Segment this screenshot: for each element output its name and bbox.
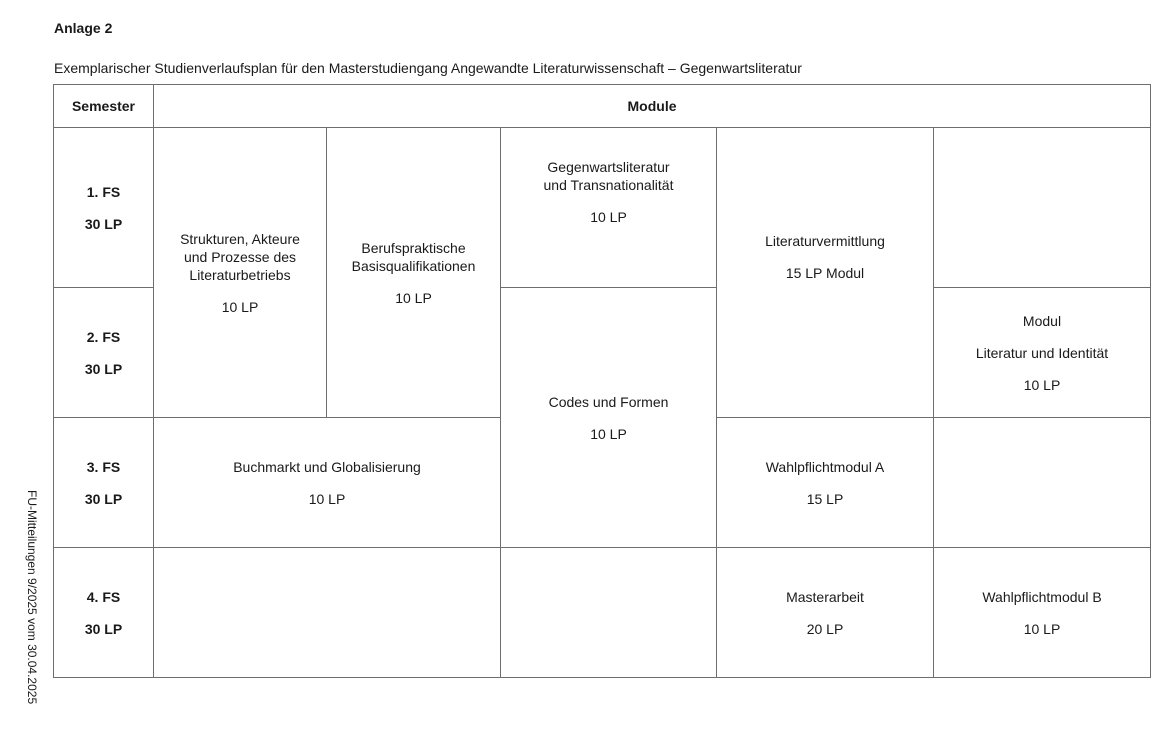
semester-row-1: [54, 128, 1151, 288]
module-literaturvermittlung: [717, 128, 934, 418]
module-strukturen: [154, 128, 327, 418]
semester-lp: 30 LP: [84, 490, 123, 507]
module-lp: 10 LP: [395, 289, 432, 306]
page-heading: Anlage 2: [54, 20, 113, 36]
table-caption: Exemplarischer Studienverlaufsplan für den Masterstudiengang Angewandte Literaturwissenschaft – Gegenwartsliteratur: [54, 60, 802, 76]
semester-lp: 30 LP: [84, 360, 123, 377]
module-lp: 10 LP: [1023, 376, 1061, 393]
module-name: Strukturen, Akteure und Prozesse des Literaturbetriebs: [180, 230, 300, 283]
semester-label: 1. FS: [86, 183, 121, 200]
module-name: Literatur und Identität: [975, 344, 1109, 361]
semester-cell-3: [54, 418, 154, 548]
semester-label: 2. FS: [86, 328, 121, 345]
module-gegenwartsliteratur: [501, 128, 717, 288]
publication-note: FU-Mitteilungen 9/2025 vom 30.04.2025: [25, 490, 39, 705]
module-masterarbeit: [717, 548, 934, 678]
module-name: Masterarbeit: [786, 588, 864, 605]
semester-cell-2: [54, 288, 154, 418]
module-lp: 10 LP: [1023, 620, 1061, 637]
semester-cell-4: [54, 548, 154, 678]
semester-label: 3. FS: [86, 458, 121, 475]
header-module: Module: [154, 85, 1151, 128]
empty-cell: [501, 548, 717, 678]
empty-cell: [154, 548, 501, 678]
module-codes-formen: [501, 288, 717, 548]
study-plan-table: [53, 84, 1151, 678]
module-lp: 15 LP: [806, 490, 844, 507]
module-lp: 15 LP Modul: [785, 265, 865, 281]
module-lp: 10 LP: [308, 490, 346, 507]
semester-lp: 30 LP: [84, 620, 123, 637]
semester-row-4: [54, 548, 1151, 678]
module-buchmarkt: [154, 418, 501, 548]
module-wahlpflicht-a: [717, 418, 934, 548]
module-literatur-identitaet: [934, 288, 1151, 418]
empty-cell: [934, 128, 1151, 288]
semester-cell-1: [54, 128, 154, 288]
semester-lp: 30 LP: [84, 215, 123, 232]
module-name: Berufspraktische Basisqualifikationen: [351, 239, 476, 274]
module-name: Gegenwartsliteratur und Transnationalität: [543, 159, 674, 193]
module-name: Wahlpflichtmodul A: [765, 458, 885, 475]
module-lp: 10 LP: [590, 425, 627, 442]
module-name: Wahlpflichtmodul B: [982, 588, 1102, 605]
module-name: Codes und Formen: [548, 393, 669, 410]
module-prefix: Modul: [1022, 312, 1062, 329]
module-lp: 20 LP: [806, 620, 844, 637]
module-lp: 10 LP: [221, 298, 259, 315]
module-wahlpflicht-b: [934, 548, 1151, 678]
semester-label: 4. FS: [86, 588, 121, 605]
table-header-row: [54, 85, 1151, 128]
empty-cell: [934, 418, 1151, 548]
module-name: Buchmarkt und Globalisierung: [233, 458, 421, 475]
module-lp: 10 LP: [590, 209, 627, 225]
module-berufspraktische: [327, 128, 501, 418]
header-semester: Semester: [54, 85, 154, 128]
module-name: Literaturvermittlung: [765, 233, 885, 249]
